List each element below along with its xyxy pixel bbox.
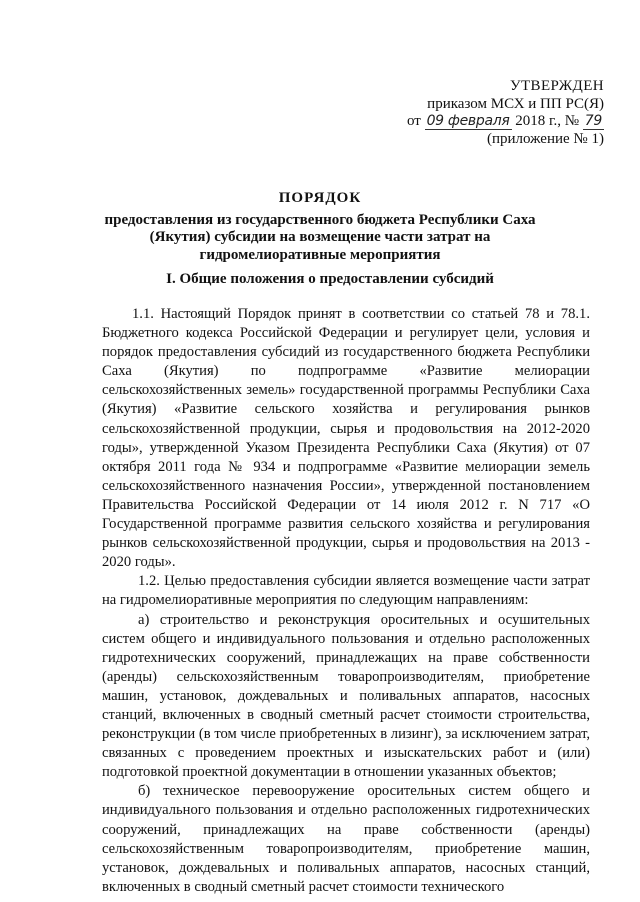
appendix-label: (приложение № 1) [486,130,604,147]
document-body [102,305,590,897]
document-title-block [80,190,560,264]
document-subtitle: предоставления из государственного бюджета Республики Саха (Якутия) субсидии на возмещение части затрат на гидромелиоративные мероприятия [104,211,536,263]
handwritten-date: 09 февраля [426,113,510,129]
order-date-line [407,113,604,131]
handwritten-number: 79 [584,113,602,129]
date-suffix: 2018 г., № [515,113,580,129]
approval-stamp [407,78,604,148]
paragraph-1-2: 1.2. Целью предоставления субсидии является возмещение части затрат на гидромелиоративные мероприятия по следующим направлениям: [102,573,590,609]
paragraph-b: б) техническое перевооружение оросительных систем общего и индивидуального пользования и отдельно расположенных гидротехнических сооружений, принадлежащих на праве собственности (аренды) сельскохозяйственным товаропроизводителям, приобретение машин, установок, дождевальных и поливальных аппаратов, насосных станций, включенных в сводный сметный расчет стоимости технического [102,783,590,895]
date-prefix: от [406,113,421,129]
approved-label: УТВЕРЖДЕН [509,78,604,94]
section-heading: I. Общие положения о предоставлении субсидий [166,271,494,287]
paragraph-1-1: 1.1. Настоящий Порядок принят в соответствии со статьей 78 и 78.1. Бюджетного кодекса Российской Федерации и регулирует цели, условия и порядок предоставления субсидий из государственного бюджета Республики Саха (Якутия) по подпрограмме «Развитие мелиорации сельскохозяйственных земель» государственной программы Республики Саха (Якутия) «Развитие сельского хозяйства и регулирования рынков сельскохозяйственной продукции, сырья и продовольствия на 2012-2020 годы», утвержденной Указом Президента Республики Саха (Якутия) от 07 октября 2011 года № 934 и подпрограмме «Развитие мелиорации земель сельскохозяйственного назначения России», утвержденной постановлением Правительства Российской Федерации от 14 июля 2012 г. N 717 «О Государственной программе развития сельского хозяйства и регулирования рынков сельскохозяйственной продукции, сырья и продовольствия на 2013 - 2020 годы». [102,306,590,571]
order-line: приказом МСХ и ПП РС(Я) [427,95,604,112]
paragraph-a: а) строительство и реконструкция оросительных и осушительных систем общего и индивидуального пользования и отдельно расположенных гидротехнических сооружений, принадлежащих на праве собственности (аренды) сельскохозяйственным товаропроизводителям, приобретение машин, установок, дождевальных и поливальных аппаратов, насосных станций, включенных в сводный сметный расчет стоимости строительства, реконструкции (в том числе приобретенных в лизинг), за исключением затрат, связанных с проведением проектных и изыскательских работ и (или) подготовкой проектной документации в отношении указанных объектов; [102,611,590,781]
document-title: ПОРЯДОК [278,190,362,206]
